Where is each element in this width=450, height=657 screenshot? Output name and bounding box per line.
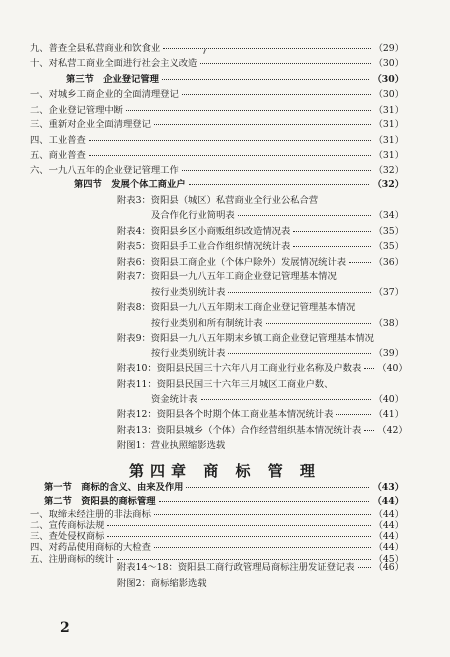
toc-appendix-entry: 附表3：资阳县（城区）私营商业全行业公私合营 bbox=[117, 195, 319, 206]
toc-appendix-entry: 附表9：资阳县一九八五年期末乡镇工商企业登记管理基本情况 bbox=[117, 333, 374, 344]
toc-appendix-continuation: 及合作化行业简明表 （34） bbox=[151, 210, 404, 221]
page-number: 2 bbox=[60, 620, 70, 636]
toc-section-heading: 第四节 发展个体工商业户 （32） bbox=[74, 179, 404, 190]
toc-appendix-continuation: 按行业类别统计表 （37） bbox=[151, 287, 404, 298]
toc-entry: 五、注册商标的统计 （45） bbox=[30, 554, 404, 565]
toc-entry: 三、重新对企业全面清理登记 （31） bbox=[30, 119, 404, 130]
toc-appendix-entry: 附表13：资阳县城乡（个体）合作经营组织基本情况统计表 （42） bbox=[117, 425, 408, 436]
toc-appendix-figure: 附图1：营业执照缩影选载 bbox=[117, 440, 226, 451]
toc-entry: 四、对药品使用商标的大检查 （44） bbox=[30, 542, 404, 553]
toc-entry: 十、对私营工商业全面进行社会主义改造 （30） bbox=[30, 58, 404, 69]
toc-appendix-entry: 附表5：资阳县手工业合作组织情况统计表 （35） bbox=[117, 241, 404, 252]
toc-appendix-entry: 附表6：资阳县工商企业（个体户除外）发展情况统计表 （36） bbox=[117, 257, 404, 268]
toc-entry: 五、商业普查 （31） bbox=[30, 150, 404, 161]
toc-appendix-figure: 附图2：商标缩影选载 bbox=[117, 578, 207, 589]
toc-entry: 二、企业登记管理中断 （31） bbox=[30, 105, 404, 116]
toc-appendix-continuation: 按行业类别统计表 （39） bbox=[151, 348, 404, 359]
toc-appendix-entry: 附表12：资阳县各个时期个体工商业基本情况统计表 （41） bbox=[117, 409, 404, 420]
toc-appendix-continuation: 按行业类别和所有制统计表 （38） bbox=[151, 318, 404, 329]
toc-appendix-entry: 附表14～18：资阳县工商行政管理局商标注册发证登记表 （46） bbox=[117, 562, 404, 573]
toc-appendix-entry: 附表8：资阳县一九八五年期末工商企业登记管理基本情况 bbox=[117, 302, 356, 313]
toc-section-heading: 第二节 资阳县的商标管理 （44） bbox=[44, 496, 404, 507]
toc-appendix-entry: 附表7：资阳县一九八五年工商企业登记管理基本情况 bbox=[117, 271, 337, 282]
toc-appendix-entry: 附表11：资阳县民国三十六年三月城区工商业户数、 bbox=[117, 379, 334, 390]
toc-entry: 四、工业普查 （31） bbox=[30, 135, 404, 146]
toc-entry: 二、宣传商标法规 （44） bbox=[30, 520, 404, 531]
toc-appendix-continuation: 资金统计表 （40） bbox=[151, 394, 404, 405]
toc-entry: 一、对城乡工商企业的全面清理登记 （30） bbox=[30, 89, 404, 100]
toc-section-heading: 第三节 企业登记管理 （30） bbox=[66, 74, 404, 85]
toc-entry: 三、查处侵权商标 （44） bbox=[30, 531, 404, 542]
toc-entry: 一、取缔未经注册的非法商标 （44） bbox=[30, 509, 404, 520]
toc-section-heading: 第一节 商标的含义、由来及作用 （43） bbox=[44, 482, 404, 493]
chapter-title: 第四章 商 标 管 理 bbox=[129, 462, 321, 480]
toc-entry: 九、普查全县私营商业和饮食业 （29） bbox=[30, 43, 404, 54]
toc-entry: 六、一九八五年的企业登记管理工作 （32） bbox=[30, 165, 404, 176]
toc-appendix-entry: 附表4：资阳县乡区小商贩组织改造情况表 （35） bbox=[117, 226, 404, 237]
toc-appendix-entry: 附表10：资阳县民国三十六年八月工商业行业名称及户数表 （40） bbox=[117, 363, 408, 374]
